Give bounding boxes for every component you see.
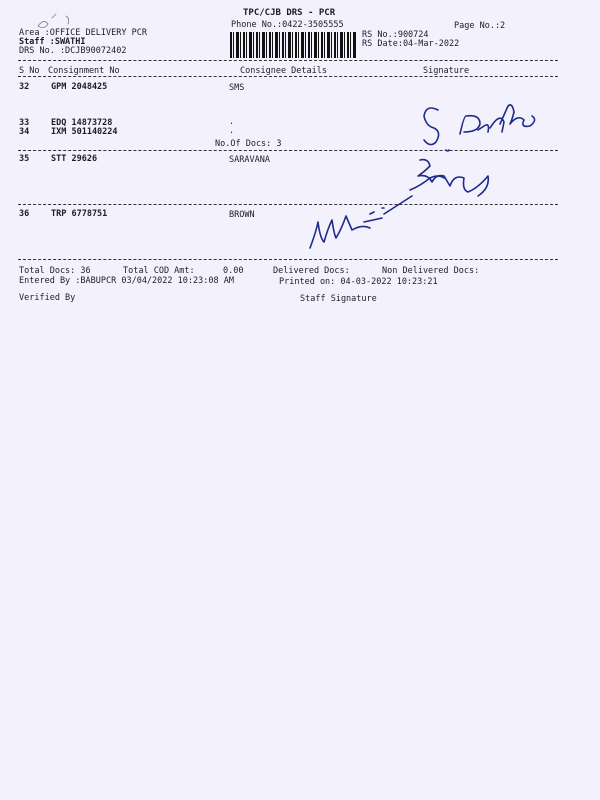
column-sno: S No	[19, 66, 40, 76]
document-title: TPC/CJB DRS - PCR	[243, 8, 336, 18]
phone-number: Phone No.:0422-3505555	[231, 20, 344, 30]
row-sno: 33	[19, 118, 30, 128]
row-sno: 34	[19, 127, 30, 137]
column-consignee: Consignee Details	[240, 66, 327, 76]
row-consignee: SARAVANA	[229, 155, 270, 165]
area-label: Area :OFFICE DELIVERY PCR	[19, 28, 147, 38]
row-consignee: BROWN	[229, 210, 255, 220]
total-cod-label: Total COD Amt:	[123, 266, 195, 276]
delivered-docs: Delivered Docs:	[273, 266, 350, 276]
column-signature: Signature	[423, 66, 470, 76]
row-consignment: TRP 6778751	[51, 209, 108, 219]
entered-by: Entered By :BABUPCR 03/04/2022 10:23:08 AM	[19, 276, 234, 286]
drs-number: DRS No. :DCJB90072402	[19, 46, 127, 56]
total-cod-value: 0.00	[223, 266, 244, 276]
row-consignee: SMS	[229, 83, 245, 93]
row-sno: 35	[19, 154, 30, 164]
row-consignment: EDQ 14873728	[51, 118, 113, 128]
row-sno: 32	[19, 82, 30, 92]
printed-on: Printed on: 04-03-2022 10:23:21	[279, 277, 438, 287]
staff-signature-label: Staff Signature	[300, 294, 377, 304]
verified-by: Verified By	[19, 293, 76, 303]
rs-date: RS Date:04-Mar-2022	[362, 39, 460, 49]
row-sno: 36	[19, 209, 30, 219]
rs-number: RS No.:900724	[362, 30, 429, 40]
page-number: Page No.:2	[454, 21, 506, 31]
group-doc-count: No.Of Docs: 3	[215, 139, 282, 149]
row-consignment: STT 29626	[51, 154, 98, 164]
row-consignee: .	[229, 126, 235, 136]
column-consignment: Consignment No	[48, 66, 120, 76]
row-consignee: .	[229, 117, 235, 127]
total-docs: Total Docs: 36	[19, 266, 91, 276]
row-consignment: IXM 501140224	[51, 127, 118, 137]
row-consignment: GPM 2048425	[51, 82, 108, 92]
non-delivered-docs: Non Delivered Docs:	[382, 266, 480, 276]
staff-label: Staff :SWATHI	[19, 37, 86, 47]
